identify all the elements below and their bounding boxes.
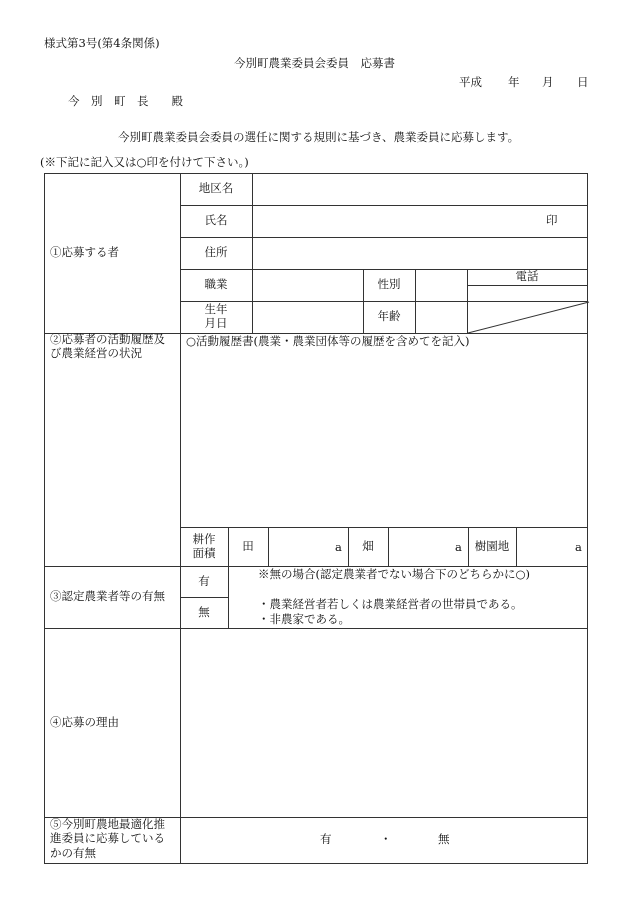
orchard-label: 樹園地 (474, 538, 510, 553)
section5-label-line3: かの有無 (50, 845, 96, 860)
certified-note: ※無の場合(認定農業者でない場合下のどちらかに○) (258, 567, 531, 581)
section3-label: ③認定農業者等の有無 (50, 589, 165, 604)
name-field[interactable] (252, 205, 587, 237)
gender-label: 性別 (377, 277, 401, 292)
section2-label-line1: ②応募者の活動履歴及 (50, 332, 165, 346)
date-month: 月 (542, 75, 554, 89)
activity-history-field[interactable] (181, 352, 587, 526)
field-unit: a (455, 540, 462, 554)
option-farm-household[interactable]: ・農業経営者若しくは農業経営者の世帯員である。 (258, 597, 523, 611)
paddy-label: 田 (242, 538, 254, 553)
section4-label: ④応募の理由 (50, 714, 119, 729)
section2-label-line2: び農業経営の状況 (50, 345, 142, 360)
birthdate-field[interactable] (252, 301, 363, 333)
paddy-unit: a (335, 540, 342, 554)
application-reason-field[interactable] (181, 629, 587, 816)
intro-text: 今別町農業委員会委員の選任に関する規則に基づき、農業委員に応募します。 (118, 130, 520, 144)
district-label: 地区名 (198, 181, 234, 196)
activity-history-heading: ○活動履歴書(農業・農業団体等の履歴を含めてを記入) (186, 334, 470, 348)
gender-field[interactable] (415, 269, 467, 301)
certified-no[interactable]: 無 (198, 604, 210, 619)
age-field[interactable] (415, 301, 467, 333)
form-number: 様式第3号(第4条関係) (44, 36, 160, 50)
birthdate-label-line2: 月日 (204, 316, 228, 330)
birthdate-label-line1: 生年 (204, 302, 228, 317)
seal-mark: 印 (546, 213, 558, 227)
promotion-yes[interactable]: 有 (320, 832, 332, 846)
option-non-farm[interactable]: ・非農家である。 (258, 612, 350, 626)
cultivated-area-line2: 面積 (192, 545, 216, 560)
instruction-note: (※下記に記入又は○印を付けて下さい。) (40, 155, 249, 169)
promotion-separator: ・ (380, 832, 392, 846)
section5-label (50, 817, 180, 863)
date-year: 年 (508, 75, 520, 89)
section2-label (50, 333, 180, 566)
field-label: 畑 (362, 538, 374, 553)
date-day: 日 (577, 75, 589, 89)
phone-field[interactable] (467, 285, 587, 301)
cultivated-area-line1: 耕作 (192, 531, 216, 546)
orchard-unit: a (575, 540, 582, 554)
section5-label-line1: ⑤今別町農地最適化推 (50, 817, 165, 831)
date-era: 平成 (459, 75, 482, 89)
phone-label: 電話 (515, 269, 539, 284)
address-label: 住所 (204, 245, 228, 260)
age-label: 年齢 (377, 309, 401, 324)
document-title: 今別町農業委員会委員 応募書 (234, 56, 395, 70)
section1-label: ①応募する者 (50, 245, 119, 260)
address-field[interactable] (252, 237, 587, 269)
district-field[interactable] (252, 173, 587, 205)
section5-label-line2: 進委員に応募している (50, 831, 165, 846)
occupation-label: 職業 (204, 277, 228, 292)
certified-yes[interactable]: 有 (198, 573, 210, 588)
addressee: 今 別 町 長 殿 (68, 94, 183, 108)
occupation-field[interactable] (252, 269, 363, 301)
promotion-no[interactable]: 無 (438, 832, 450, 846)
name-label: 氏名 (204, 213, 228, 228)
birthdate-label (180, 301, 252, 333)
cultivated-area-label (180, 527, 228, 566)
